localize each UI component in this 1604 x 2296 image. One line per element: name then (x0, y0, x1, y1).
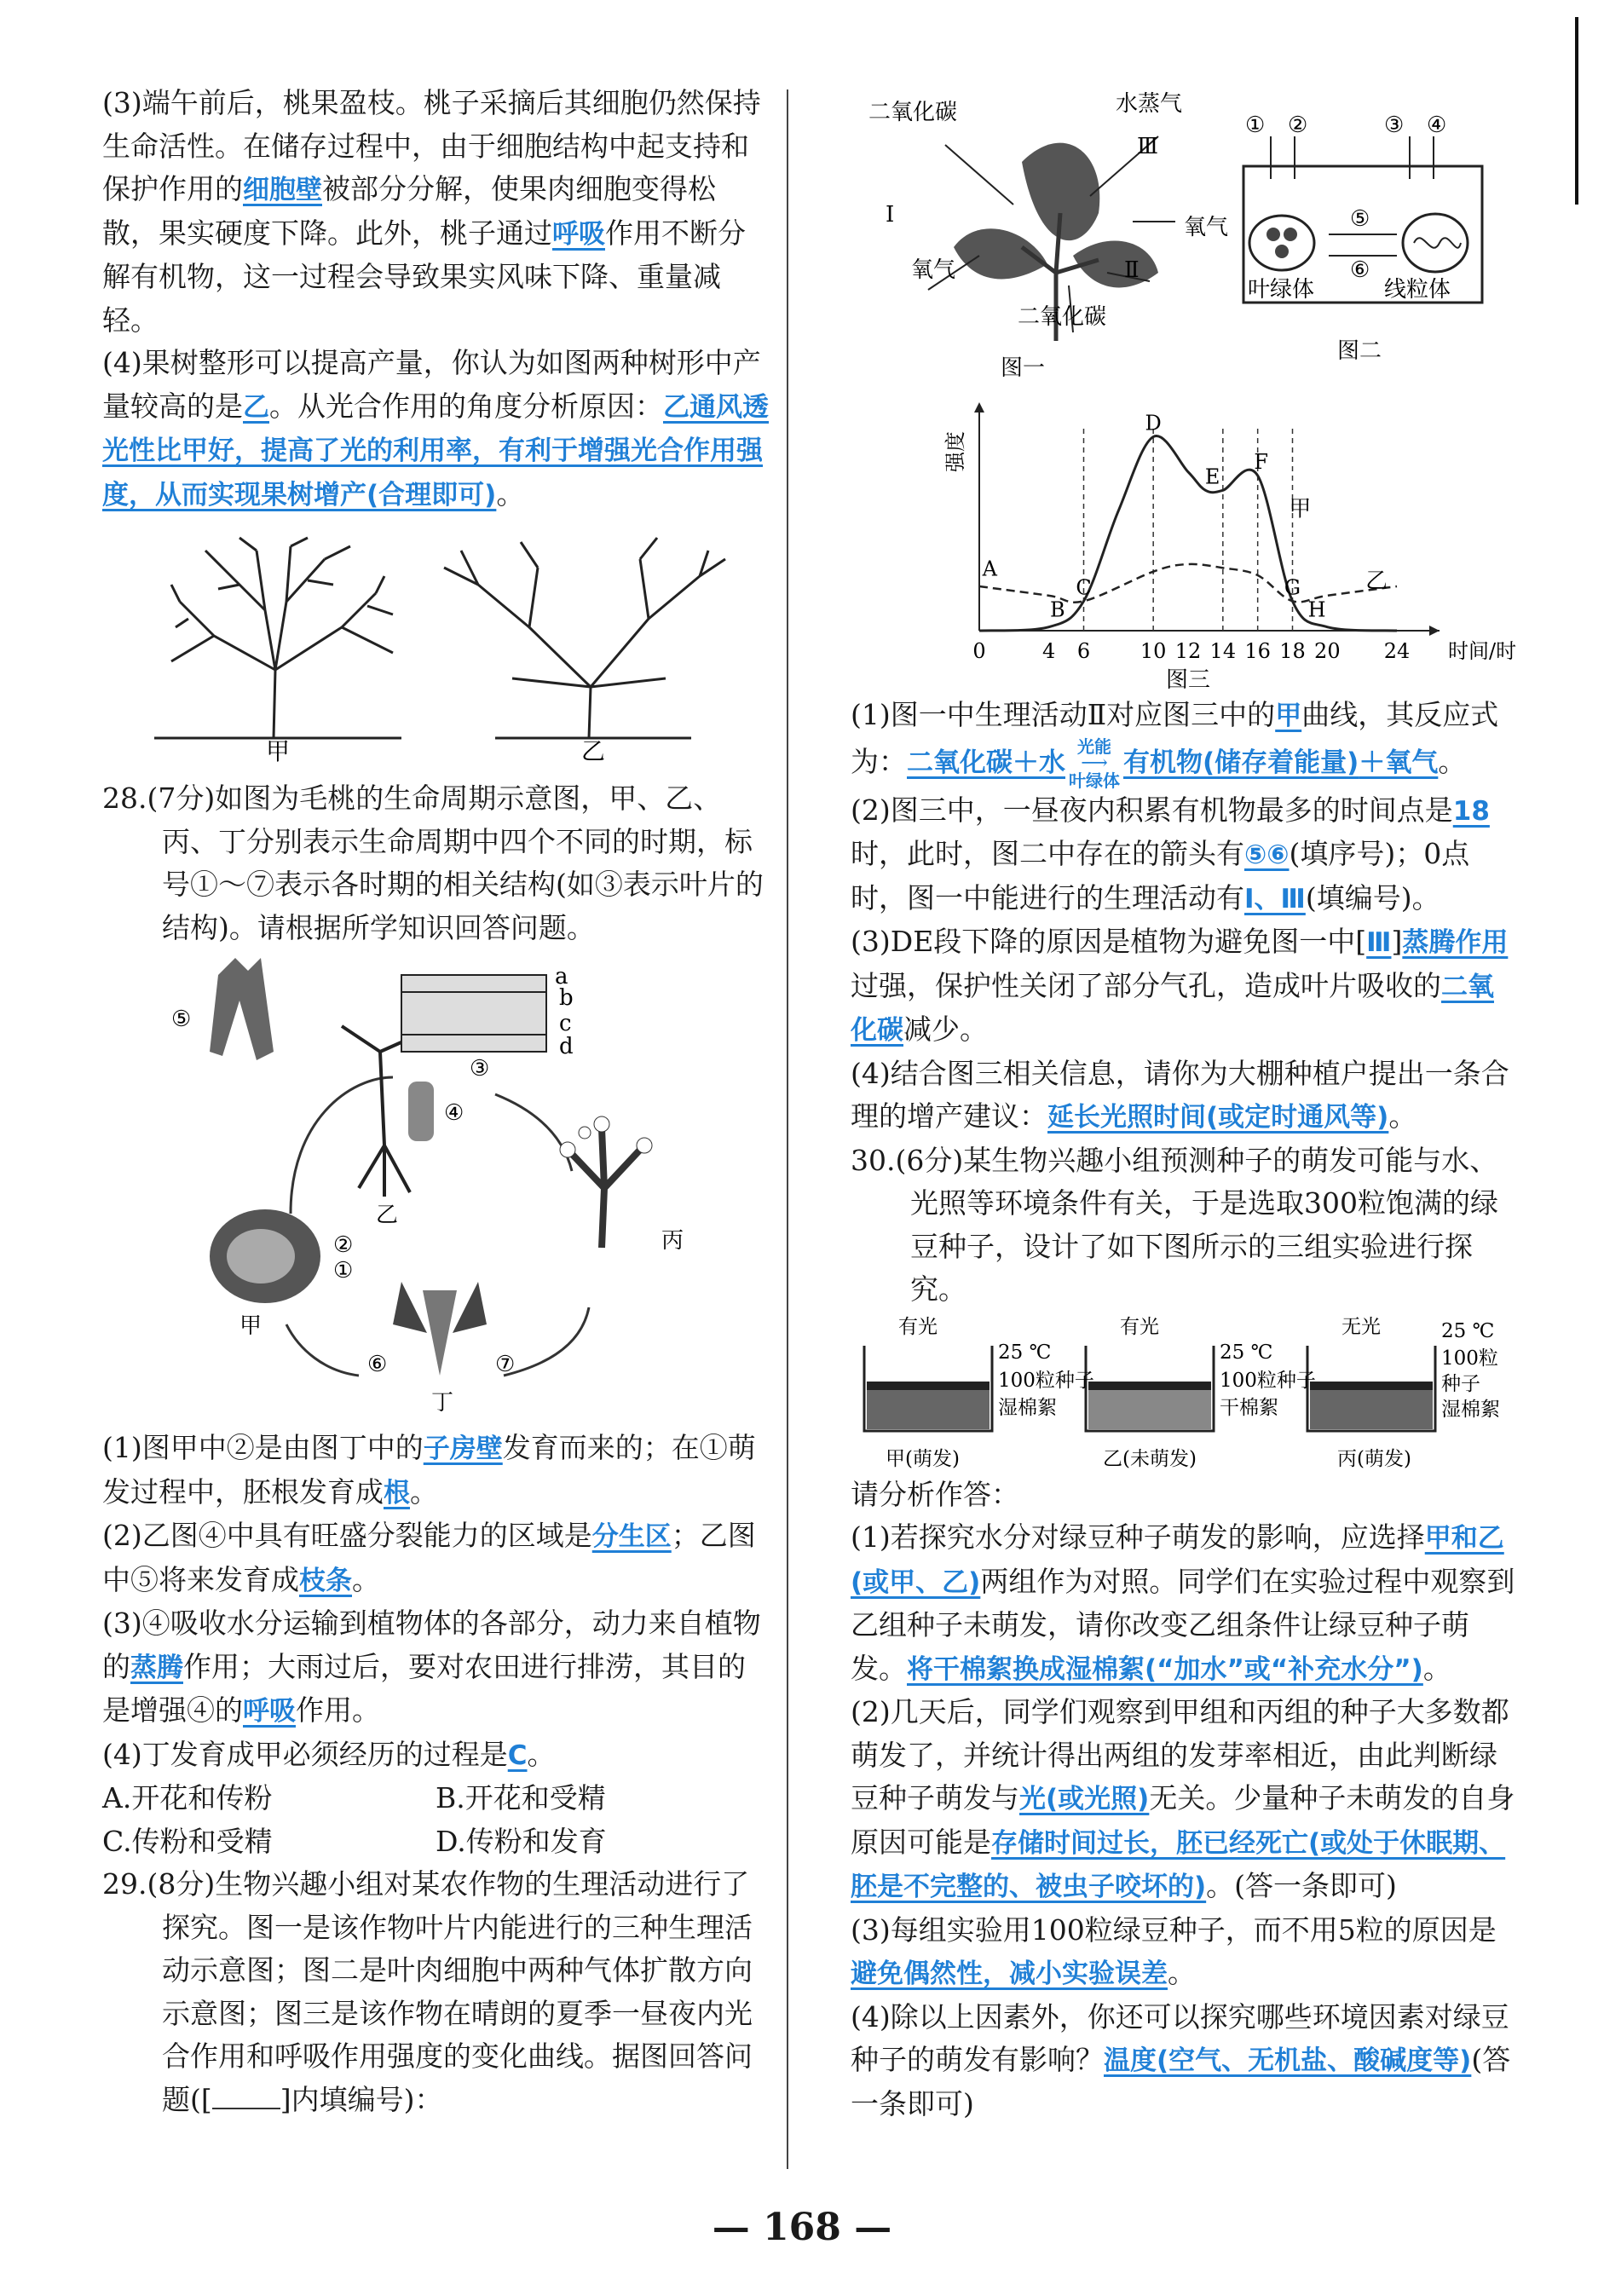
g1-label: 甲(萌发) (886, 1447, 960, 1470)
x-axis-label: 时间/时 (1448, 639, 1516, 663)
fig2-caption: 图二 (1337, 338, 1382, 364)
label-n7: ⑦ (495, 1352, 516, 1377)
label-n5: ⑤ (171, 1007, 192, 1032)
answer: ＋氧气 (1359, 747, 1439, 778)
cycle-arrow (495, 1094, 572, 1171)
fig1-II: Ⅱ (1124, 257, 1140, 283)
fig3-chart-svg (851, 392, 1516, 690)
tree-label-jia: 甲 (265, 737, 291, 764)
fig1-water: 水蒸气 (1116, 91, 1183, 117)
q30-part2: (2)几天后，同学们观察到甲组和丙组的种子大多数都萌发了，并统计得出两组的发芽率相近，由此判断绿豆种子萌发与光(或光照)无关。少量种子未萌发的自身原因可能是存储时间过长，胚已经死亡(或处于休眠期、胚是不完整的、被虫子咬坏的)。(答一条即可) (851, 1695, 1515, 1902)
answer: 延长光照时间(或定时通风等) (1047, 1102, 1389, 1133)
fig1-caption: 图一 (1001, 355, 1046, 381)
x-axis-arrow (1429, 626, 1440, 636)
g1-temp: 25 ℃ (998, 1341, 1052, 1364)
y-axis-label: 强度 (943, 431, 967, 472)
q28-stem: 28.(7分)如图为毛桃的生命周期示意图，甲、乙、丙、丁分别表示生命周期中四个不同的时期，标号①～⑦表示各时期的相关结构(如③表示叶片的结构)。请根据所学知识回答问题。 (102, 782, 764, 944)
q28-part4: (4)丁发育成甲必须经历的过程是C。 (102, 1737, 556, 1771)
fig1-o2-left: 氧气 (911, 257, 956, 283)
g3-light: 无光 (1341, 1315, 1381, 1338)
q28-part3: (3)④吸收水分运输到植物体的各部分，动力来自植物的蒸腾作用；大雨过后，要对农田进行排涝，其目的是增强④的呼吸作用。 (102, 1607, 761, 1727)
x-tick-label: 10 (1140, 639, 1167, 663)
g3-seeds2: 种子 (1441, 1372, 1480, 1395)
answer: 乙 (243, 391, 269, 423)
seedling-5-illustration (210, 958, 274, 1060)
series-yi-label: 乙 (1365, 568, 1388, 595)
label-bing: 丙 (661, 1228, 684, 1254)
q29-part4: (4)结合图三相关信息，请你为大棚种植户提出一条合理的增产建议：延长光照时间(或定时通风等)。 (851, 1056, 1509, 1133)
answer: 18 (1452, 795, 1490, 827)
q28-part1: (1)图甲中②是由图丁中的子房壁发育而来的；在①萌发过程中，胚根发育成根。 (102, 1431, 756, 1509)
experiment-group-yi (1086, 1346, 1214, 1431)
q30-part1: (1)若探究水分对绿豆种子萌发的影响，应选择甲和乙(或甲、乙)两组作为对照。同学们在实验过程中观察到乙组种子未萌发，请你改变乙组条件让绿豆种子萌发。将干棉絮换成湿棉絮(“加水”或“补充水分”)。 (851, 1520, 1515, 1685)
flower-ding-illustration (393, 1282, 487, 1376)
page-edge-mark (1575, 17, 1578, 205)
cycle-arrow (286, 1324, 359, 1376)
point-label-C: C (1076, 575, 1092, 600)
answer: 蒸腾作用 (1402, 927, 1509, 958)
tree-shapes-figure (102, 534, 769, 764)
fig1-III: Ⅲ (1137, 134, 1159, 159)
answer: 避免偶然性，减小实验误差 (851, 1959, 1168, 1989)
x-tick-label: 12 (1174, 639, 1202, 663)
tree-jia-illustration (154, 538, 401, 738)
q30-part3: (3)每组实验用100粒绿豆种子，而不用5粒的原因是避免偶然性，减小实验误差。 (851, 1912, 1497, 1989)
g1-seeds: 100粒种子 (998, 1369, 1094, 1392)
answer: 根 (384, 1477, 410, 1509)
x-tick-label: 16 (1244, 639, 1271, 663)
point-label-D: D (1145, 411, 1162, 436)
label-n2: ② (333, 1232, 354, 1258)
series-yi-line (979, 564, 1397, 603)
answer: 呼吸 (243, 1696, 296, 1727)
answer: 光(或光照) (1019, 1784, 1150, 1814)
answer: 存储时间过长，胚已经死亡(或处于休眠期、胚是不完整的、被虫子咬坏的) (851, 1827, 1506, 1902)
right-column (851, 85, 1517, 2126)
fig2-n1: ① (1245, 112, 1266, 138)
q29-stem: 29.(8分)生物兴趣小组对某农作物的生理活动进行了探究。图一是该作物叶片内能进行的三种生理活动示意图；图二是叶肉细胞中两种气体扩散方向示意图；图三是该作物在晴朗的夏季一昼夜内光合作用和呼吸作用强度的变化曲线。据图回答问题([ ]内填编号)： (102, 1867, 753, 2116)
x-tick-label: 4 (1042, 639, 1056, 663)
series-jia-label: 甲 (1289, 496, 1312, 522)
fig3-chart (851, 392, 1517, 690)
label-d: d (559, 1034, 574, 1059)
experiment-group-bing (1307, 1346, 1435, 1431)
x-tick-label: 0 (972, 639, 986, 663)
x-tick-label: 6 (1076, 639, 1091, 663)
seed-experiment-figure (851, 1312, 1517, 1474)
cycle-arrow (291, 1077, 393, 1214)
fig2-chloro: 叶绿体 (1248, 277, 1315, 303)
label-jia: 甲 (239, 1313, 263, 1339)
label-b: b (559, 985, 574, 1011)
q28-options (102, 1777, 769, 1863)
g3-cotton: 湿棉絮 (1441, 1398, 1500, 1421)
answer: 细胞壁 (243, 175, 322, 205)
left-column (102, 82, 769, 2121)
x-tick-label: 20 (1314, 639, 1341, 663)
page-number: — 168 — (712, 2206, 892, 2249)
reaction-arrow: 光能 ⟶ 叶绿体 (1069, 736, 1120, 791)
answer: C (507, 1739, 528, 1771)
fig2-n6: ⑥ (1350, 257, 1370, 283)
fig2-n4: ④ (1427, 112, 1447, 138)
chart-caption: 图三 (1165, 667, 1211, 690)
answer: 枝条 (299, 1565, 352, 1596)
fig1-labels (868, 91, 1228, 381)
q30-part4: (4)除以上因素外，你还可以探究哪些环境因素对绿豆种子的萌发有影响？温度(空气、无机盐、酸碱度等)(答一条即可) (851, 1999, 1511, 2120)
g2-cotton: 干棉絮 (1220, 1396, 1278, 1419)
q28-part2: (2)乙图④中具有旺盛分裂能力的区域是分生区；乙图中⑤将来发育成枝条。 (102, 1519, 756, 1596)
g3-seeds1: 100粒 (1441, 1347, 1498, 1370)
label-n4: ④ (444, 1100, 464, 1126)
series-jia-line (979, 436, 1397, 631)
g3-temp: 25 ℃ (1441, 1319, 1495, 1342)
answer: 蒸腾 (130, 1652, 183, 1683)
answer: 呼吸 (552, 218, 605, 250)
answer: 有机物(储存着能量) (1123, 747, 1359, 778)
life-cycle-figure (102, 949, 769, 1427)
x-tick-label: 24 (1383, 639, 1411, 663)
label-n1: ① (333, 1258, 354, 1284)
option-a: A.开花和传粉 (102, 1781, 273, 1814)
point-label-F: F (1254, 450, 1269, 474)
answer: 甲 (1275, 701, 1302, 731)
g3-label: 丙(萌发) (1337, 1447, 1411, 1470)
g1-cotton: 湿棉絮 (998, 1396, 1057, 1419)
q30-intro: 请分析作答： (851, 1477, 1019, 1511)
fig1-o2-right: 氧气 (1184, 215, 1229, 240)
fig2-n5: ⑤ (1350, 206, 1370, 232)
leaf-section-3-illustration (401, 975, 546, 1052)
answer: 甲和乙(或甲、乙) (851, 1523, 1504, 1598)
option-c: C.传粉和受精 (102, 1824, 273, 1858)
label-n3: ③ (470, 1056, 490, 1082)
option-b: B.开花和受精 (436, 1781, 606, 1814)
fig2-n3: ③ (1384, 112, 1405, 138)
fill-blank (212, 2085, 280, 2109)
answer: ⑤⑥ (1244, 839, 1290, 870)
option-d: D.传粉和发育 (436, 1824, 607, 1858)
fig1-co2-top: 二氧化碳 (868, 100, 958, 125)
tree-label-yi: 乙 (580, 737, 606, 764)
g2-light: 有光 (1120, 1315, 1159, 1338)
point-label-G: G (1284, 575, 1301, 600)
x-tick-label: 18 (1279, 639, 1306, 663)
fig2-mito: 线粒体 (1384, 277, 1451, 303)
point-label-H: H (1307, 597, 1326, 622)
q29-part3: (3)DE段下降的原因是植物为避免图一中[Ⅲ]蒸腾作用过强，保护性关闭了部分气孔，造成叶片吸收的二氧化碳减少。 (851, 925, 1509, 1046)
point-label-E: E (1204, 464, 1220, 489)
peach-fruit-jia-illustration (210, 1209, 320, 1303)
column-divider (787, 89, 788, 2169)
answer: Ⅰ、Ⅲ (1244, 883, 1306, 914)
cycle-arrow (504, 1307, 589, 1376)
answer: 乙通风透光性比甲好，提高了光的利用率，有利于增强光合作用强度，从而实现果树增产(合理即可) (102, 391, 769, 511)
answer: 子房壁 (423, 1434, 503, 1464)
q27-part4: (4)果树整形可以提高产量，你认为如图两种树形中产量较高的是乙。从光合作用的角度分析原因：乙通风透光性比甲好，提高了光的利用率，有利于增强光合作用强度，从而实现果树增产(合理即可)。 (102, 346, 769, 511)
label-yi: 乙 (376, 1203, 399, 1228)
flowering-tree-bing-illustration (560, 1116, 652, 1248)
label-ding: 丁 (431, 1390, 454, 1416)
point-label-B: B (1050, 597, 1065, 622)
q29-part2: (2)图三中，一昼夜内积累有机物最多的时间点是18时，此时，图二中存在的箭头有⑤⑥(填序号)；0点时，图一中能进行的生理活动有Ⅰ、Ⅲ(填编号)。 (851, 793, 1490, 914)
q30-stem: 30.(6分)某生物兴趣小组预测种子的萌发可能与水、光照等环境条件有关，于是选取300粒饱满的绿豆种子，设计了如下图所示的三组实验进行探究。 (851, 1143, 1498, 1306)
answer: Ⅲ (1366, 927, 1392, 958)
label-c: c (559, 1011, 572, 1036)
fig1-fig2-row (851, 85, 1517, 392)
q29-part1: (1)图一中生理活动Ⅱ对应图三中的甲曲线，其反应式为：二氧化碳＋水 光能 ⟶ 叶绿体 有机物(储存着能量)＋氧气。 (851, 698, 1499, 791)
point-label-A: A (982, 557, 997, 581)
g1-light: 有光 (898, 1315, 938, 1338)
fig1-co2-bottom: 二氧化碳 (1018, 304, 1107, 330)
answer: 温度(空气、无机盐、酸碱度等) (1104, 2045, 1472, 2076)
x-tick-label: 14 (1209, 639, 1237, 663)
answer: 将干棉絮换成湿棉絮(“加水”或“补充水分”) (907, 1653, 1423, 1685)
g2-label: 乙(未萌发) (1103, 1447, 1197, 1470)
label-a: a (555, 964, 568, 989)
answer: 二氧化碳＋水 (907, 747, 1065, 778)
fig1-I: Ⅰ (886, 202, 895, 228)
answer: 分生区 (591, 1521, 672, 1552)
fig2-n2: ② (1288, 112, 1308, 138)
label-n6: ⑥ (367, 1352, 388, 1377)
q27-part3: (3)端午前后，桃果盈枝。桃子采摘后其细胞仍然保持生命活性。在储存过程中，由于细胞结构中起支持和保护作用的细胞壁被部分分解，使果肉细胞变得松散，果实硬度下降。此外，桃子通过呼吸作用不断分解有机物，这一过程会导致果实风味下降、重量减轻。 (102, 86, 761, 337)
g2-seeds: 100粒种子 (1220, 1369, 1316, 1392)
answer: 二氧化碳 (851, 971, 1494, 1046)
y-axis-arrow (974, 402, 984, 412)
tree-yi-illustration (444, 538, 725, 738)
g2-temp: 25 ℃ (1220, 1341, 1273, 1364)
experiment-group-jia (864, 1346, 992, 1431)
